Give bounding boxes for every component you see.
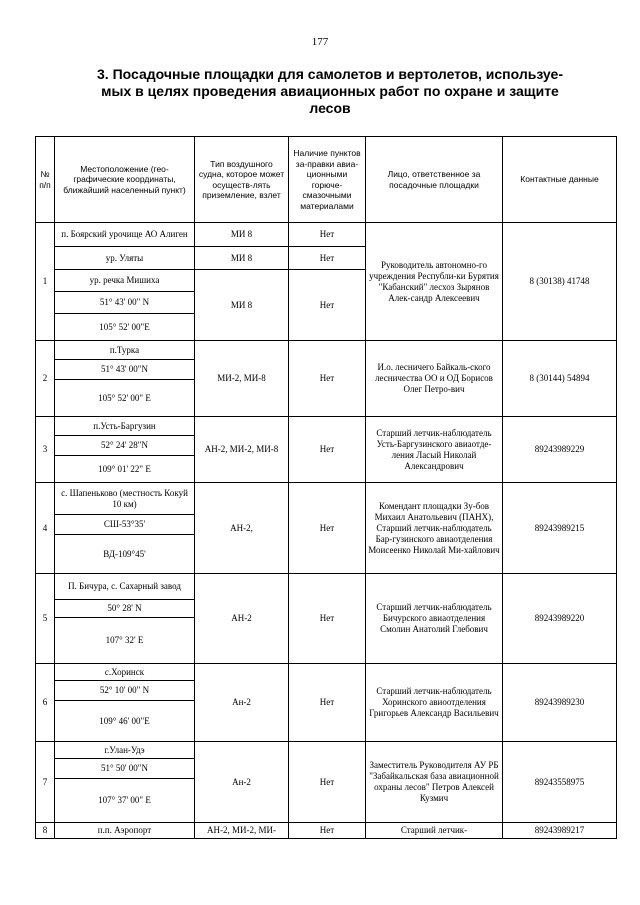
location-cell: СШ-53°35' <box>55 515 195 535</box>
location-cell: П. Бичура, с. Сахарный завод <box>55 574 195 600</box>
header-location: Местоположение (гео-графические координаты, ближайший населенный пункт) <box>55 137 195 223</box>
location-cell: 51° 43' 00" N <box>55 292 195 314</box>
row-num: 2 <box>36 341 55 417</box>
aircraft-cell: Ан-2 <box>195 664 289 742</box>
fuel-cell: Нет <box>289 223 366 247</box>
location-cell: 107° 32' E <box>55 618 195 664</box>
fuel-cell: Нет <box>289 270 366 341</box>
fuel-cell: Нет <box>289 742 366 823</box>
location-cell: 52° 24' 28"N <box>55 436 195 456</box>
aircraft-cell: Ан-2 <box>195 742 289 823</box>
table-row <box>36 664 617 681</box>
fuel-cell: Нет <box>289 823 366 839</box>
person-cell: Старший летчик-наблюдатель Бичурского авиаотделения Смолин Анатолий Глебович <box>366 574 503 664</box>
fuel-cell: Нет <box>289 664 366 742</box>
header-num: № п/п <box>36 137 55 223</box>
row-num: 3 <box>36 417 55 483</box>
location-cell: с.Хоринск <box>55 664 195 681</box>
person-cell: И.о. лесничего Байкаль-ского лесничества ОО и ОД Борисов Олег Петро-вич <box>366 341 503 417</box>
table-header-row <box>36 137 617 223</box>
person-cell: Старший летчик-наблюдатель Усть-Баргузинского авиаотде-ления Ласый Николай Александрович <box>366 417 503 483</box>
person-cell: Старший летчик- <box>366 823 503 839</box>
contact-cell: 89243989220 <box>503 574 617 664</box>
heading-line-1: 3. Посадочные площадки для самолетов и вертолетов, используе- <box>97 66 563 82</box>
row-num: 1 <box>36 223 55 341</box>
contact-cell: 89243989229 <box>503 417 617 483</box>
location-cell: 52° 10' 00" N <box>55 681 195 701</box>
table-row <box>36 223 617 247</box>
row-num: 5 <box>36 574 55 664</box>
location-cell: г.Улан-Удэ <box>55 742 195 759</box>
location-cell: п.п. Аэропорт <box>55 823 195 839</box>
contact-cell: 89243558975 <box>503 742 617 823</box>
location-cell: с. Шапеньково (местность Кокуй 10 км) <box>55 483 195 515</box>
fuel-cell: Нет <box>289 417 366 483</box>
aircraft-cell: АН-2, <box>195 483 289 574</box>
location-cell: 50° 28' N <box>55 600 195 618</box>
aircraft-cell: МИ-2, МИ-8 <box>195 341 289 417</box>
table-row <box>36 341 617 360</box>
location-cell: 109° 01' 22" E <box>55 456 195 483</box>
location-cell: п.Турка <box>55 341 195 360</box>
aircraft-cell: АН-2, МИ-2, МИ- <box>195 823 289 839</box>
row-num: 8 <box>36 823 55 839</box>
table-row <box>36 483 617 515</box>
row-num: 6 <box>36 664 55 742</box>
contact-cell: 8 (30138) 41748 <box>503 223 617 341</box>
table-row <box>36 417 617 436</box>
location-cell: 51° 43' 00"N <box>55 360 195 380</box>
location-cell: 51° 50' 00"N <box>55 759 195 779</box>
location-cell: ур. речка Мишиха <box>55 270 195 292</box>
person-cell: Руководитель автономно-го учреждения Республи-ки Бурятия "Кабанский" лесхоз Зырянов Алек-сандр Алексеевич <box>366 223 503 341</box>
row-num: 7 <box>36 742 55 823</box>
contact-cell: 89243989215 <box>503 483 617 574</box>
header-contacts: Контактные данные <box>503 137 617 223</box>
fuel-cell: Нет <box>289 341 366 417</box>
aircraft-cell: МИ 8 <box>195 223 289 247</box>
person-cell: Комендант площадки Зу-бов Михаил Анатольевич (ПАНХ), Старший летчик-наблюдатель Бар-гузинского авиаотделения Моисеенко Николай Ми-хайлович <box>366 483 503 574</box>
table-row <box>36 823 617 839</box>
heading-line-3: лесов <box>309 100 351 116</box>
landing-sites-table <box>35 136 617 839</box>
fuel-cell: Нет <box>289 247 366 270</box>
aircraft-cell: АН-2 <box>195 574 289 664</box>
contact-cell: 8 (30144) 54894 <box>503 341 617 417</box>
header-aircraft: Тип воздушного судна, которое может осуществ-лять приземление, взлет <box>195 137 289 223</box>
table-row <box>36 742 617 759</box>
location-cell: 109° 46' 00"E <box>55 701 195 742</box>
aircraft-cell: АН-2, МИ-2, МИ-8 <box>195 417 289 483</box>
header-person: Лицо, ответственное за посадочные площадки <box>366 137 503 223</box>
fuel-cell: Нет <box>289 483 366 574</box>
location-cell: 105° 52' 00"E <box>55 314 195 341</box>
location-cell: ВД-109°45' <box>55 535 195 574</box>
contact-cell: 89243989230 <box>503 664 617 742</box>
section-heading <box>95 66 565 117</box>
person-cell: Старший летчик-наблюдатель Хоринского авиоотделения Григорьев Александр Васильевич <box>366 664 503 742</box>
location-cell: п.Усть-Баргузин <box>55 417 195 436</box>
row-num: 4 <box>36 483 55 574</box>
aircraft-cell: МИ 8 <box>195 270 289 341</box>
location-cell: 107° 37' 00" E <box>55 779 195 823</box>
table-row <box>36 574 617 600</box>
fuel-cell: Нет <box>289 574 366 664</box>
location-cell: п. Боярский урочище АО Алиген <box>55 223 195 247</box>
contact-cell: 89243989217 <box>503 823 617 839</box>
person-cell: Заместитель Руководителя АУ РБ "Забайкальская база авиационной охраны лесов" Петров Алексей Кузмич <box>366 742 503 823</box>
heading-line-2: мых в целях проведения авиационных работ по охране и защите <box>101 83 559 99</box>
header-fuel: Наличие пунктов за-правки авиа-ционными горюче-смазочными материалами <box>289 137 366 223</box>
aircraft-cell: МИ 8 <box>195 247 289 270</box>
page-number: 177 <box>311 36 329 48</box>
location-cell: 105° 52' 00" E <box>55 380 195 417</box>
location-cell: ур. Уляты <box>55 247 195 270</box>
